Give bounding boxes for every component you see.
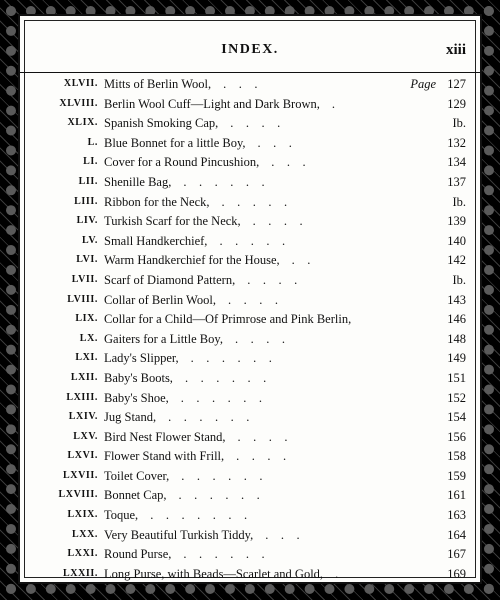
entry-numeral: LIV. — [76, 215, 98, 227]
entry-title-text: Long Purse, with Beads—Scarlet and Gold, — [104, 566, 324, 581]
entry-title-text: Shenille Bag, — [104, 174, 172, 189]
entry-title-text: Flower Stand with Frill, — [104, 449, 225, 464]
entry-leader-dots: . . . — [265, 527, 300, 542]
entry-page-number: 163 — [447, 508, 466, 523]
entry-numeral: LI. — [83, 156, 98, 168]
entry-leader-dots: . — [331, 96, 335, 111]
entry-leader-dots: . . . . . — [219, 233, 286, 248]
index-entry — [20, 487, 480, 507]
index-list — [20, 76, 480, 585]
entry-leader-dots: . . — [291, 253, 311, 268]
entry-title-text: Bird Nest Flower Stand, — [104, 429, 226, 444]
entry-numeral: LXXI. — [67, 548, 98, 560]
entry-leader-dots: . . . . . . . — [150, 508, 248, 523]
entry-page-number: 158 — [447, 449, 466, 464]
entry-title — [104, 155, 306, 170]
entry-title — [104, 351, 272, 366]
entry-title — [104, 469, 263, 484]
entry-title — [104, 528, 300, 543]
entry-numeral: LXX. — [71, 528, 98, 540]
entry-title — [104, 312, 351, 327]
index-entry — [20, 468, 480, 488]
entry-page-number: 132 — [447, 135, 466, 150]
entry-leader-dots: . . . . — [247, 272, 298, 287]
entry-page-number: Ib. — [452, 272, 466, 287]
entry-leader-dots: . . . — [271, 155, 306, 170]
index-entry — [20, 272, 480, 292]
index-entry — [20, 546, 480, 566]
entry-numeral: LXIII. — [66, 391, 98, 403]
index-entry — [20, 154, 480, 174]
entry-leader-dots: . . . . — [236, 449, 287, 464]
entry-leader-dots: . . . . . . — [184, 370, 267, 385]
page-header — [20, 42, 480, 62]
index-entry — [20, 390, 480, 410]
entry-page-number: 159 — [447, 468, 466, 483]
index-entry — [20, 76, 480, 96]
entry-title — [104, 547, 265, 562]
entry-page-number: 137 — [447, 174, 466, 189]
index-entry — [20, 409, 480, 429]
entry-title — [104, 97, 335, 112]
entry-numeral: LIX. — [75, 313, 98, 325]
entry-leader-dots: . . . . . . — [181, 468, 263, 483]
entry-title — [104, 567, 338, 582]
entry-numeral: LXIX. — [67, 509, 98, 521]
entry-title-text: Spanish Smoking Cap, — [104, 116, 219, 131]
entry-numeral: LXVII. — [63, 469, 98, 481]
entry-title-text: Mitts of Berlin Wool, — [104, 77, 212, 91]
entry-title — [104, 175, 265, 190]
index-entry — [20, 448, 480, 468]
index-entry — [20, 370, 480, 390]
entry-title — [104, 195, 287, 210]
index-entry — [20, 566, 480, 586]
entry-title-text: Cover for a Round Pincushion, — [104, 155, 260, 170]
entry-leader-dots: . . . . . . — [190, 351, 272, 366]
entry-title — [104, 273, 297, 288]
entry-title — [104, 488, 260, 503]
entry-page-number: 140 — [447, 233, 466, 248]
entry-title — [104, 253, 310, 268]
entry-numeral: LXII. — [70, 371, 98, 383]
entry-title — [104, 234, 285, 249]
index-entry — [20, 311, 480, 331]
page-word-label: Page — [410, 77, 436, 91]
entry-page-number: Ib. — [452, 116, 466, 131]
entry-leader-dots: . . . . — [234, 331, 285, 346]
entry-title — [104, 332, 285, 347]
book-page — [18, 14, 482, 584]
entry-leader-dots: . . . . . . — [178, 488, 260, 503]
entry-title-text: Toque, — [104, 508, 139, 523]
entry-leader-dots: . . . . — [252, 214, 303, 229]
entry-page-number: 134 — [447, 155, 466, 170]
index-entry — [20, 233, 480, 253]
entry-page-number: 156 — [447, 429, 466, 444]
entry-page-number: 139 — [447, 214, 466, 229]
index-entry — [20, 96, 480, 116]
entry-page-number: 154 — [447, 410, 466, 425]
index-heading: INDEX. — [221, 42, 279, 57]
entry-title-text: Round Purse, — [104, 547, 172, 562]
entry-numeral: LXVIII. — [58, 489, 98, 501]
entry-title-text: Small Handkerchief, — [104, 233, 208, 248]
entry-leader-dots: . — [335, 566, 339, 581]
entry-title — [104, 116, 280, 131]
entry-title — [104, 391, 262, 406]
entry-leader-dots: . . . . . . — [168, 410, 250, 425]
entry-page-number: 164 — [447, 527, 466, 542]
entry-leader-dots: . . . . . . — [180, 390, 263, 405]
entry-title — [104, 508, 247, 523]
entry-numeral: XLVIII. — [59, 97, 98, 109]
index-entry — [20, 194, 480, 214]
entry-page-number: 151 — [447, 370, 466, 385]
entry-numeral: LVI. — [76, 254, 98, 266]
entry-title — [104, 136, 292, 151]
index-entry — [20, 115, 480, 135]
entry-page-number: 146 — [447, 312, 466, 327]
entry-leader-dots: . . . . — [237, 429, 288, 444]
entry-numeral: XLIX. — [67, 117, 98, 129]
entry-numeral: LIII. — [74, 195, 98, 207]
entry-title-text: Collar for a Child—Of Primrose and Pink Berlin, — [104, 312, 352, 327]
entry-title — [104, 449, 286, 464]
entry-page-number: 127 — [447, 77, 466, 91]
entry-title-text: Turkish Scarf for the Neck, — [104, 214, 241, 229]
index-entry — [20, 174, 480, 194]
entry-numeral: LV. — [82, 234, 98, 246]
entry-page-number: 161 — [447, 488, 466, 503]
entry-title-text: Blue Bonnet for a little Boy, — [104, 135, 246, 150]
entry-numeral: LXVI. — [67, 450, 98, 462]
index-entry — [20, 350, 480, 370]
entry-title — [104, 371, 266, 386]
index-entry — [20, 213, 480, 233]
entry-numeral: LXIV. — [68, 411, 98, 423]
entry-numeral: LX. — [79, 332, 98, 344]
entry-leader-dots: . . . . . . — [183, 547, 265, 562]
entry-title-text: Ribbon for the Neck, — [104, 194, 210, 209]
index-entry — [20, 252, 480, 272]
entry-page-number: 169 — [447, 566, 466, 581]
entry-page-number: 152 — [447, 390, 466, 405]
entry-numeral: LII. — [78, 175, 98, 187]
entry-page-number: 142 — [447, 253, 466, 268]
entry-page-number: 143 — [447, 292, 466, 307]
entry-leader-dots: . . . . — [227, 292, 278, 307]
index-entry — [20, 527, 480, 547]
entry-title — [104, 214, 303, 229]
index-entry — [20, 331, 480, 351]
entry-numeral: LVII. — [71, 273, 98, 285]
entry-title-text: Toilet Cover, — [104, 468, 170, 483]
entry-title-text: Bonnet Cap, — [104, 488, 167, 503]
entry-title — [104, 293, 278, 308]
entry-page-number: 167 — [447, 547, 466, 562]
entry-title — [104, 77, 257, 92]
entry-numeral: LXI. — [75, 352, 98, 364]
entry-page-number: Ib. — [452, 194, 466, 209]
entry-page-number: 129 — [447, 96, 466, 111]
entry-leader-dots: . . . — [257, 135, 292, 150]
entry-title-text: Baby's Boots, — [104, 370, 173, 385]
entry-title-text: Berlin Wool Cuff—Light and Dark Brown, — [104, 96, 320, 111]
roman-page-number: xiii — [445, 42, 466, 58]
header-rule — [20, 72, 480, 73]
entry-leader-dots: . . . . . — [221, 194, 288, 209]
index-entry — [20, 429, 480, 449]
entry-leader-dots: . . . . — [230, 116, 281, 131]
entry-numeral: L. — [87, 136, 98, 148]
index-entry — [20, 507, 480, 527]
entry-numeral: LXXII. — [63, 567, 98, 579]
entry-page-number: 149 — [447, 351, 466, 366]
entry-title-text: Baby's Shoe, — [104, 390, 169, 405]
entry-numeral: XLVII. — [63, 78, 98, 89]
entry-numeral: LXV. — [73, 430, 98, 442]
entry-title — [104, 410, 249, 425]
entry-leader-dots: . . . . . . — [183, 174, 265, 189]
entry-title-text: Very Beautiful Turkish Tiddy, — [104, 527, 254, 542]
entry-title-text: Warm Handkerchief for the House, — [104, 253, 280, 268]
index-entry — [20, 292, 480, 312]
entry-title-text: Lady's Slipper, — [104, 351, 179, 366]
entry-title-text: Scarf of Diamond Pattern, — [104, 272, 236, 287]
entry-page-number: 148 — [447, 331, 466, 346]
entry-title-text: Jug Stand, — [104, 410, 157, 425]
entry-title-text: Gaiters for a Little Boy, — [104, 331, 223, 346]
entry-title-text: Collar of Berlin Wool, — [104, 292, 216, 307]
entry-title — [104, 430, 288, 445]
entry-numeral: LVIII. — [67, 293, 98, 305]
entry-leader-dots: . . . — [223, 77, 258, 91]
index-entry — [20, 135, 480, 155]
